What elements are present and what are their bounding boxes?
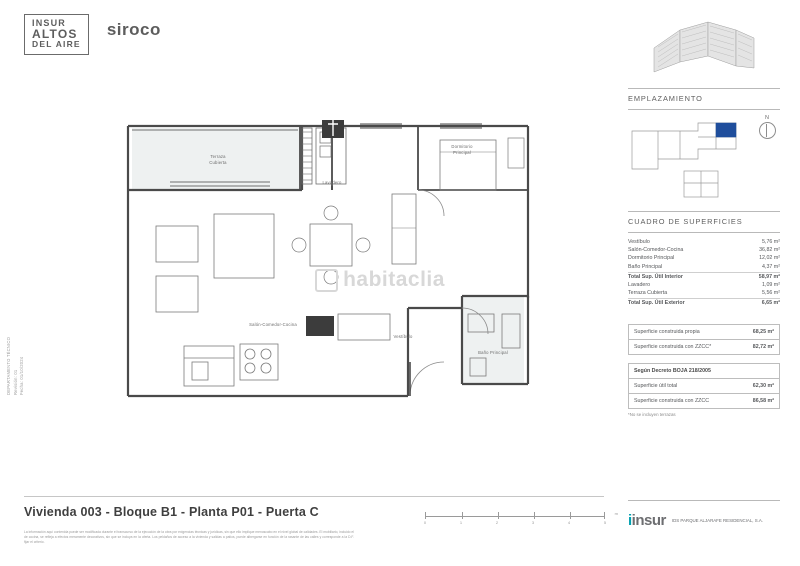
decreto-title: Según Decreto BOJA 218/2005: [634, 367, 711, 374]
surface-label: Baño Principal: [628, 263, 663, 270]
surface-value: 58,97 m²: [758, 273, 780, 280]
divider: [628, 88, 780, 89]
built-label: Superficie construida propia: [634, 328, 700, 335]
surface-value: 4,37 m²: [762, 263, 780, 270]
decreto-value: 62,30 m²: [752, 382, 774, 389]
surface-value: 5,76 m²: [762, 239, 780, 246]
scale-label: 3: [531, 520, 535, 525]
divider: [628, 211, 780, 212]
building-3d-thumbnail: [628, 16, 780, 80]
surface-value: 6,65 m²: [761, 300, 780, 307]
room-label-dormitorio: Dormitorio Principal: [451, 144, 473, 155]
room-label-bano: Baño Principal: [478, 350, 508, 355]
brand-logo: [24, 14, 161, 55]
logo-siroco-text: siroco: [106, 20, 161, 39]
surface-value: 12,02 m²: [759, 255, 780, 262]
divider: [24, 496, 604, 497]
decreto-table: [628, 363, 780, 409]
room-label-salon: Salón-Comedor-Cocina: [249, 322, 297, 327]
page-title: Vivienda 003 - Bloque B1 - Planta P01 - Puerta C: [24, 505, 319, 519]
decreto-value: 86,58 m²: [752, 397, 774, 404]
table-row: [629, 325, 779, 339]
built-value: 82,72 m²: [752, 343, 774, 350]
insur-wordmark: iinsur: [628, 512, 666, 529]
room-label-vestibulo: Vestíbulo: [393, 334, 413, 339]
room-label-terraza: Terraza Cubierta: [209, 154, 227, 165]
table-row-total: [628, 272, 780, 281]
legal-disclaimer: La información aquí contenida puede ser modificada durante el transcurso de la ejecución de la obra por exigencias técnicas y jurídicas, sin que ello implique menoscabo en el nivel global de calidades. El mobiliario, incluido el de cocina, se refleja a efectos meramente decorativos, sin que se incluya en la oferta. Los peldaños de acceso a la vivienda y salidas a patios, puede albergarse en función de la rasante de las calles y corresponde a la D.F. fijar el criterio.: [24, 530, 354, 544]
surface-value: 36,82 m²: [759, 247, 780, 254]
watermark-text: habitaclia: [343, 268, 445, 291]
surfaces-table: [628, 238, 780, 308]
table-row: [628, 246, 780, 254]
table-row: [629, 378, 779, 393]
key-plan: [628, 115, 780, 205]
table-row: [629, 339, 779, 354]
insur-altos-del-aire-logo: [24, 14, 89, 55]
table-row: [628, 263, 780, 271]
scale-label: 5: [603, 520, 607, 525]
surface-label: Lavadero: [628, 282, 651, 289]
logo-insur-text: INSUR: [32, 18, 67, 28]
surface-label: Vestíbulo: [628, 239, 650, 246]
surface-label: Terraza Cubierta: [628, 290, 668, 297]
scale-bar: [423, 511, 618, 528]
built-surface-table: [628, 324, 780, 355]
insur-wordmark-text: insur: [631, 512, 666, 529]
emplazamiento-title: EMPLAZAMIENTO: [628, 94, 703, 103]
table-header: [629, 364, 779, 378]
company-name: IDS PARQUE ALJARAFE RESIDENCIAL, S.A.: [671, 517, 764, 523]
surface-label: Total Sup. Útil Interior: [628, 273, 683, 280]
scale-label: 4: [567, 520, 571, 525]
scale-label: 1: [459, 520, 463, 525]
right-info-panel: [628, 14, 780, 417]
scale-label: 0: [423, 520, 427, 525]
surface-label: Total Sup. Útil Exterior: [628, 300, 685, 307]
superficies-title: CUADRO DE SUPERFICIES: [628, 217, 743, 226]
table-row: [629, 393, 779, 408]
floor-plan-drawing: [110, 118, 620, 488]
table-row-total: [628, 299, 780, 308]
compass-north-label: N: [765, 115, 769, 121]
room-label-lavadero: Lavadero: [322, 180, 342, 185]
surface-label: Dormitorio Principal: [628, 255, 675, 262]
decreto-label: Superficie construida con ZZCC: [634, 397, 710, 404]
company-logo: [628, 512, 763, 529]
divider: [628, 109, 780, 110]
surface-footnote: *No se incluyen terrazas: [628, 411, 676, 417]
divider: [628, 500, 780, 501]
scale-label: 2: [495, 520, 499, 525]
surface-value: 1,09 m²: [762, 282, 780, 289]
surface-label: Salón-Comedor-Cocina: [628, 247, 684, 254]
table-row: [628, 238, 780, 246]
table-row: [628, 289, 780, 297]
revision-sidebar-text: DEPARTAMENTO TÉCNICO Revisión: 01 Fecha: 01/10/2024: [6, 336, 25, 395]
surface-value: 5,56 m²: [762, 290, 780, 297]
built-label: Superficie construida con ZZCC*: [634, 343, 712, 350]
table-row: [628, 281, 780, 289]
table-row: [628, 254, 780, 262]
scale-unit: m: [614, 511, 618, 516]
divider: [628, 232, 780, 233]
logo-delaire-text: DEL AIRE: [32, 39, 81, 50]
built-value: 68,25 m²: [752, 328, 774, 335]
logo-altos-text: ALTOS: [32, 27, 78, 42]
decreto-label: Superficie útil total: [634, 382, 678, 389]
compass-icon: [756, 115, 778, 139]
